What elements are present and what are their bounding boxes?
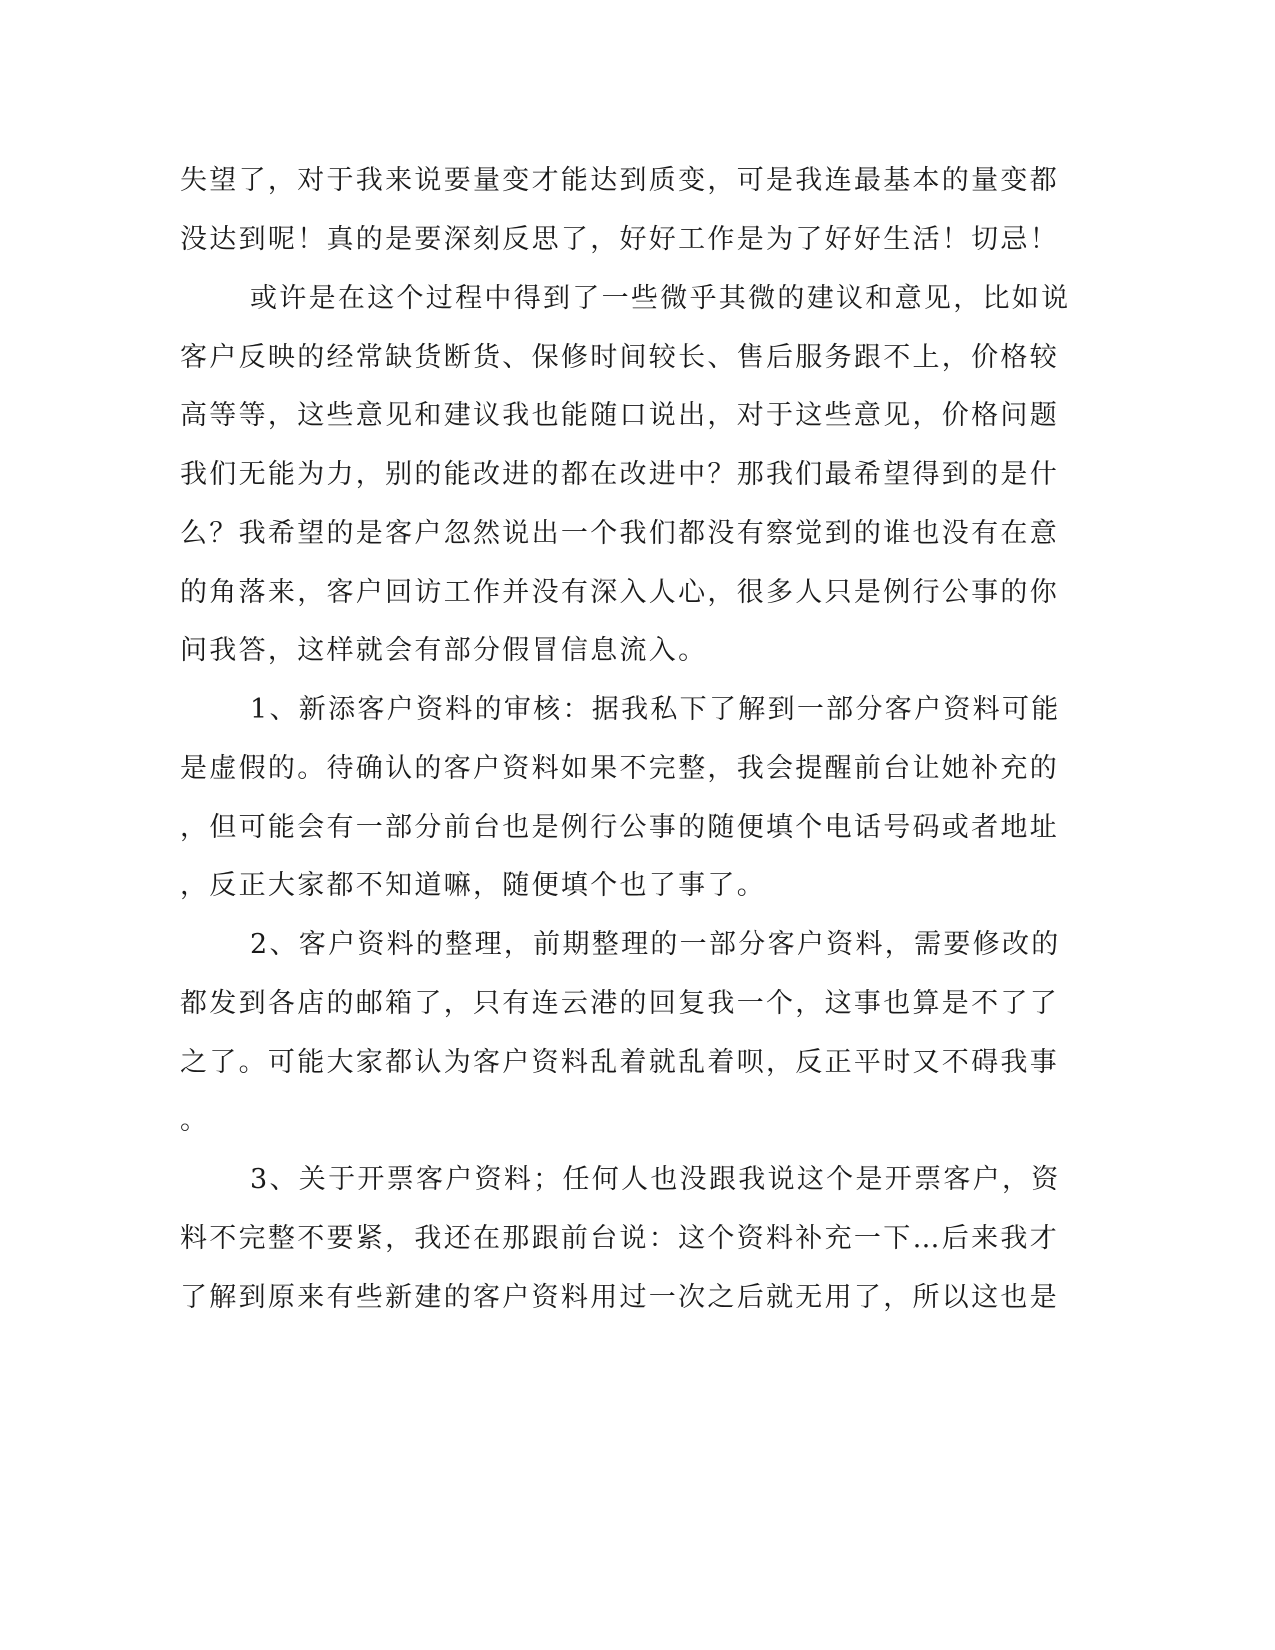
- text-line: 我们无能为力，别的能改进的都在改进中？那我们最希望得到的是什: [180, 459, 1059, 490]
- text-line: 都发到各店的邮箱了，只有连云港的回复我一个，这事也算是不了了: [180, 988, 1059, 1019]
- text-line: 之了。可能大家都认为客户资料乱着就乱着呗，反正平时又不碍我事: [180, 1047, 1059, 1078]
- paragraph-first-line: 1、新添客户资料的审核：据我私下了解到一部分客户资料可能: [250, 694, 1061, 725]
- text-line: 么？我希望的是客户忽然说出一个我们都没有察觉到的谁也没有在意: [180, 518, 1059, 549]
- text-line: 问我答，这样就会有部分假冒信息流入。: [180, 635, 708, 666]
- text-line: 没达到呢！真的是要深刻反思了，好好工作是为了好好生活！切忌！: [180, 224, 1059, 255]
- paragraph-first-line: 或许是在这个过程中得到了一些微乎其微的建议和意见，比如说: [250, 283, 1071, 314]
- text-line: ，但可能会有一部分前台也是例行公事的随便填个电话号码或者地址: [180, 812, 1059, 843]
- text-line: 的角落来，客户回访工作并没有深入人心，很多人只是例行公事的你: [180, 577, 1059, 608]
- text-line: 料不完整不要紧，我还在那跟前台说：这个资料补充一下…后来我才: [180, 1223, 1059, 1254]
- text-line: 高等等，这些意见和建议我也能随口说出，对于这些意见，价格问题: [180, 400, 1059, 431]
- text-line: 是虚假的。待确认的客户资料如果不完整，我会提醒前台让她补充的: [180, 753, 1059, 784]
- text-line: 客户反映的经常缺货断货、保修时间较长、售后服务跟不上，价格较: [180, 342, 1059, 373]
- text-line: ，反正大家都不知道嘛，随便填个也了事了。: [180, 870, 766, 901]
- text-line: 失望了，对于我来说要量变才能达到质变，可是我连最基本的量变都: [180, 165, 1059, 196]
- text-line: 了解到原来有些新建的客户资料用过一次之后就无用了，所以这也是: [180, 1282, 1059, 1313]
- paragraph-first-line: 2、客户资料的整理，前期整理的一部分客户资料，需要修改的: [250, 929, 1061, 960]
- text-line: 。: [180, 1105, 210, 1136]
- paragraph-first-line: 3、关于开票客户资料；任何人也没跟我说这个是开票客户，资: [250, 1164, 1061, 1195]
